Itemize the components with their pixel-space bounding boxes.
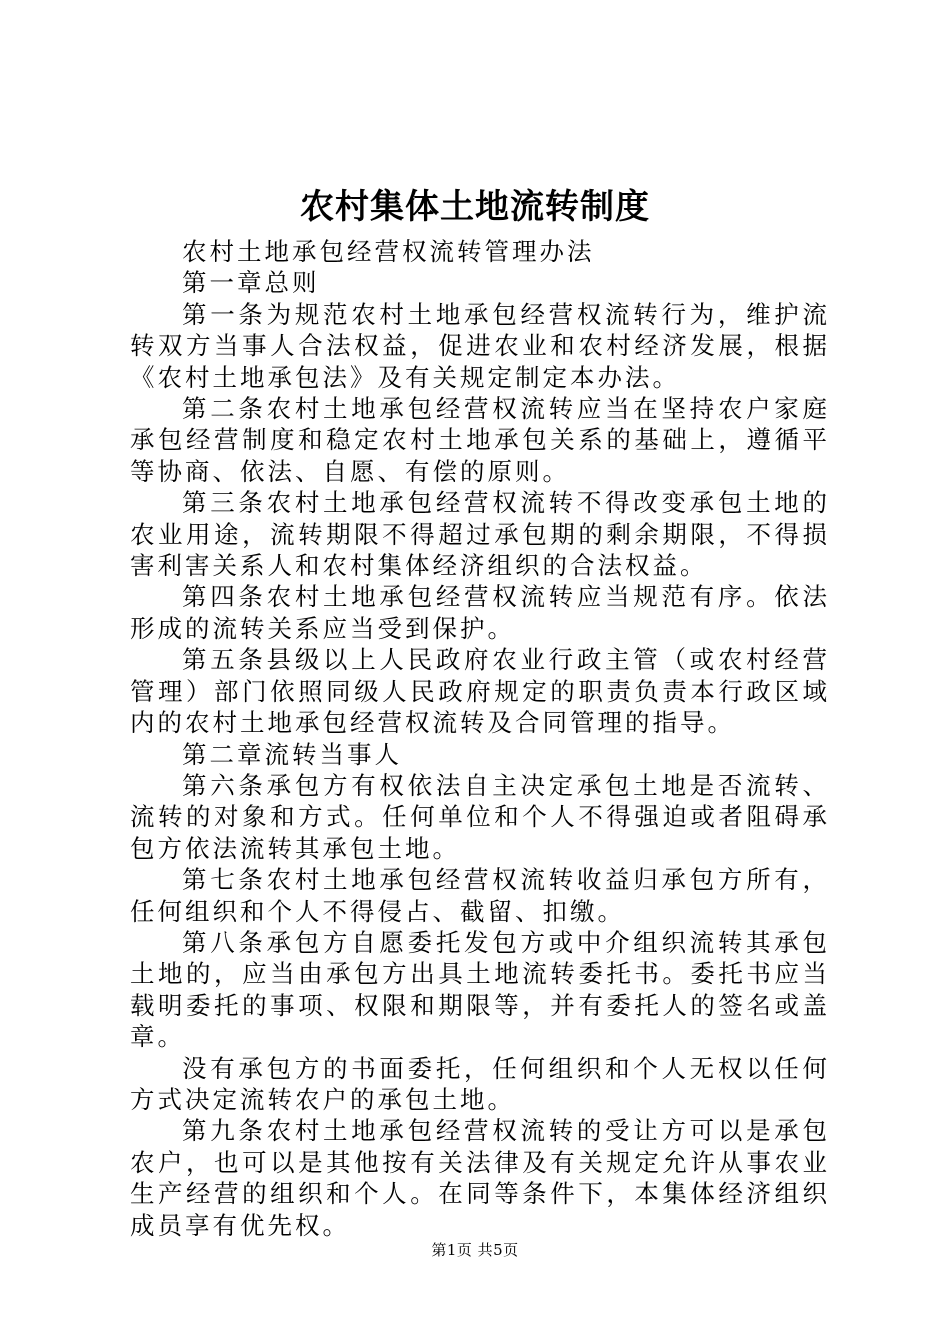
- article-9: 第九条农村土地承包经营权流转的受让方可以是承包农户，也可以是其他按有关法律及有关规定允许从事农业生产经营的组织和个人。在同等条件下，本集体经济组织成员享有优先权。: [130, 1116, 830, 1240]
- article-5: 第五条县级以上人民政府农业行政主管（或农村经营管理）部门依照同级人民政府规定的职责负责本行政区域内的农村土地承包经营权流转及合同管理的指导。: [130, 645, 830, 738]
- page-number: 第1页 共5页: [431, 1241, 519, 1259]
- chapter-heading-1: 第一章总则: [182, 268, 320, 298]
- article-2: 第二条农村土地承包经营权流转应当在坚持农户家庭承包经营制度和稳定农村土地承包关系的基础上，遵循平等协商、依法、自愿、有偿的原则。: [130, 394, 830, 486]
- article-1: 第一条为规范农村土地承包经营权流转行为，维护流转双方当事人合法权益，促进农业和农村经济发展，根据《农村土地承包法》及有关规定制定本办法。: [130, 299, 830, 392]
- chapter-heading-2: 第二章流转当事人: [182, 739, 402, 769]
- article-3: 第三条农村土地承包经营权流转不得改变承包土地的农业用途，流转期限不得超过承包期的剩余期限，不得损害利害关系人和农村集体经济组织的合法权益。: [130, 488, 830, 581]
- document-body: [130, 236, 830, 1241]
- article-7: 第七条农村土地承包经营权流转收益归承包方所有，任何组织和个人不得侵占、截留、扣缴。: [130, 865, 830, 926]
- document-subtitle: 农村土地承包经营权流转管理办法: [182, 237, 595, 266]
- document-title: 农村集体土地流转制度: [300, 187, 650, 227]
- article-8-continued: 没有承包方的书面委托，任何组织和个人无权以任何方式决定流转农户的承包土地。: [130, 1053, 830, 1114]
- article-4: 第四条农村土地承包经营权流转应当规范有序。依法形成的流转关系应当受到保护。: [130, 582, 830, 643]
- article-8: 第八条承包方自愿委托发包方或中介组织流转其承包土地的，应当由承包方出具土地流转委托书。委托书应当载明委托的事项、权限和期限等，并有委托人的签名或盖章。: [130, 927, 830, 1052]
- article-6: 第六条承包方有权依法自主决定承包土地是否流转、流转的对象和方式。任何单位和个人不得强迫或者阻碍承包方依法流转其承包土地。: [130, 770, 830, 863]
